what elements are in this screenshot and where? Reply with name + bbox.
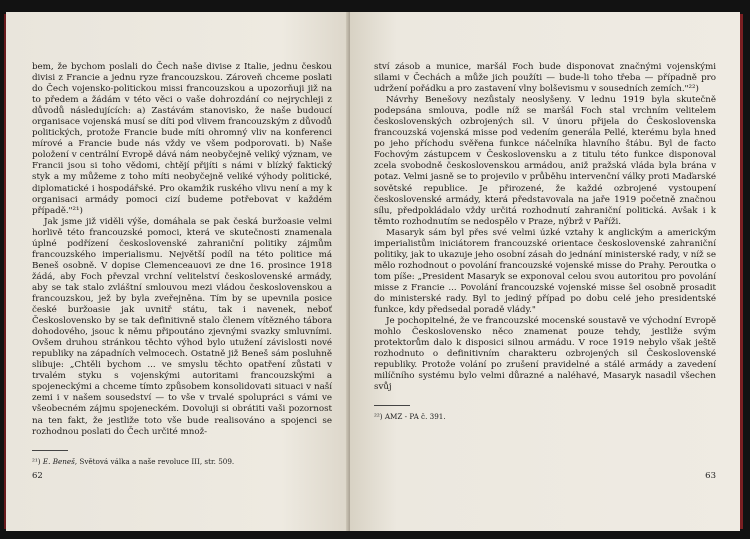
- left-footnote: [32, 457, 332, 467]
- right-paragraph-1: ství zásob a munice, maršál Foch bude disponovat značnými vojenskými silami v Čechách a může jich použíti — bude-li toho třeba — případně pro udržení pořádku a pro zastavení vlny bolševismu v sousedních zemích."²²): [374, 62, 716, 95]
- left-page: [6, 12, 350, 531]
- left-page-number: 62: [32, 471, 43, 481]
- right-paragraph-2: Návrhy Benešovy nezůstaly neoslyšeny. V lednu 1919 byla skutečně podepsána smlouva, podle níž se maršál Foch stal vrchním velitelem československých ozbrojených sil. V únoru přijela do Československa francouzská vojenská misse pod vedením generála Pellé, kterému byla hned po jeho příchodu svěřena funkce náčelníka hlavního štábu. Byl de facto Fochovým zástupcem v Československu a z titulu této funkce disponoval zcela svobodně československou armádou, aniž pražská vláda byla brána v potaz. Velmi jasně se to projevilo v průběhu intervenční války proti Maďarské sovětské republice. Je přirozené, že každé ozbrojené vystoupení československé armády, která představovala na jaře 1919 početně značnou sílu, předpokládalo vždy určitá rozhodnutí zahraniční politická. Avšak i k těmto rozhodnutím se nedospělo v Praze, nýbrž v Paříži.: [374, 95, 716, 227]
- right-body-text: [374, 62, 716, 393]
- right-cover-edge: [740, 14, 743, 529]
- left-paragraph-2: Jak jsme již viděli výše, domáhala se pak česká buržoasie velmi horlivě této francouzské pomoci, která ve skutečnosti znamenala úplné podřízení československé zahraniční politiky zájmům francouzského imperialismu. Největší podíl na této politice má Beneš osobně. V dopise Clemenceauovi ze dne 16. prosince 1918 žádá, aby Foch převzal vrchní velitelství československé armády, aby se tak stalo zvláštní smlouvou mezi vládou československou a francouzskou, jež by byla zveřejněna. Tím by se upevnila posice české buržoasie jak uvnitř státu, tak i navenek, neboť Československo by se tak definitivně stalo členem vítězného tábora dohodového, jsouc k němu připoutáno zjevnými svazky smluvními. Ovšem druhou stránkou těchto výhod bylo utužení závislosti nové republiky na západních velmocech. Ostatně již Beneš sám posluhně slibuje: „Chtěli bychom ... ve smyslu těchto opatření zůstati v trvalém styku s vojenskými autoritami francouzskými a spojeneckými a chceme tímto způsobem konsolidovati situaci v naší zemi i v našem sousedství — to vše v trvalé spolupráci s vámi ve všeobecném zájmu spojeneckém. Dovoluji si obrátiti vaši pozornost na ten fakt, že jestliže toto vše bude realisováno a spojenci se rozhodnou poslati do Čech určité množ-: [32, 216, 332, 437]
- right-footnote: ²²) AMZ - PA č. 391.: [374, 412, 446, 422]
- left-paragraph-1: bem, že bychom poslali do Čech naše divise z Italie, jednu českou divisi z Francie a jednu ryze francouzskou. Zároveň chceme poslati do Čech vojensko-politickou missi francouzskou a upozorňuji již na to předem a žádám v této věci o vaše dohrozdání co nejrychleji z důvodů následujících: a) Zastávám stanovisko, že naše budoucí organisace vojenská musí se díti pod vlivem francouzským z důvodů politických, protože Francie bude míti ohromný vliv na konferenci mírové a Francie bude nás vždy ve všem podporovati. b) Naše položení v centrální Evropě dává nám neobyčejně veliký význam, ve Francii jsou si toho vědomi, chtějí přijíti s námi v blízký faktický styk a my můžeme z toho míti neobyčejně veliké výhody politické, diplomatické i hospodářské. Pro okamžik ruského vlivu není a my k organisaci armády pomoci cizí budeme potřebovat v každém případě."²¹): [32, 62, 332, 216]
- right-paragraph-4: Je pochopitelné, že ve francouzské mocenské soustavě ve východní Evropě mohlo Československo něco znamenat pouze tehdy, jestliže svým protektorům dalo k disposici silnou armádu. V roce 1919 nebylo však ještě rozhodnuto o definitivním charakteru ozbrojených sil Československé republiky. Protože volání po zrušení pravidelné a stálé armády a zavedení milíčního systému bylo velmi důrazné a naléhavé, Masaryk nasadil všechen svůj: [374, 316, 716, 393]
- footnote-rule: [32, 450, 68, 451]
- right-paragraph-3: Masaryk sám byl přes své velmi úzké vztahy k anglickým a americkým imperialistům iniciátorem francouzské orientace československé zahraniční politiky, jak to ukazuje jeho osobní zásah do jednání ministerské rady, v níž se mělo rozhodnout o povolání francouzské vojenské misse do Prahy. Peroutka o tom píše: „President Masaryk se exponoval celou svou autoritou pro povolání misse z Francie ... Povolání francouzské vojenské misse šel osobně prosadit do ministerské rady. Byl to jediný případ po dobu celé jeho presidentské funkce, kdy předsedal poradě vlády.": [374, 227, 716, 316]
- left-body-text: [32, 62, 332, 438]
- right-page: [350, 12, 740, 531]
- footnote-source: Světová válka a naše revoluce III, str. 509.: [79, 456, 235, 466]
- right-page-number: 63: [705, 471, 716, 481]
- footnote-author: E. Beneš,: [42, 456, 78, 466]
- footnote-number: ²¹): [32, 456, 41, 466]
- footnote-rule: [374, 405, 410, 406]
